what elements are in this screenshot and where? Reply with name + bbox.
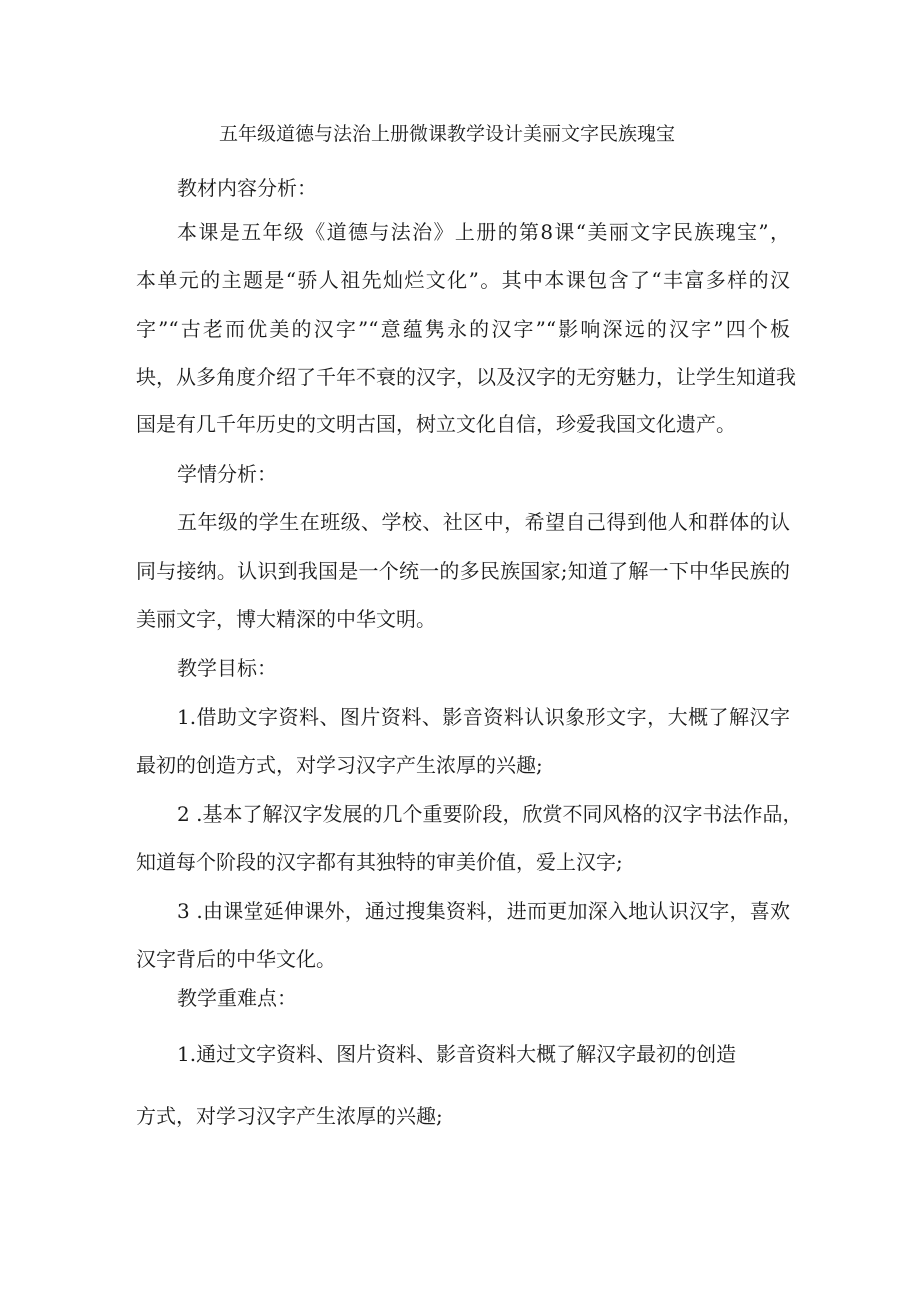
key-point-line: 方式，对学习汉字产生浓厚的兴趣; <box>136 1104 443 1128</box>
goal-item-line: 1.借助文字资料、图片资料、影音资料认识象形文字，大概了解汉字 <box>177 705 790 729</box>
paragraph-line: 块，从多角度介绍了千年不衰的汉字，以及汉字的无穷魅力，让学生知道我 <box>136 365 796 389</box>
paragraph-line: 同与接纳。认识到我国是一个统一的多民族国家;知道了解一下中华民族的 <box>136 559 790 583</box>
goal-item-line: 汉字背后的中华文化。 <box>136 947 336 971</box>
paragraph-line: 国是有几千年历史的文明古国，树立文化自信，珍爱我国文化遗产。 <box>136 412 736 436</box>
paragraph-line: 本课是五年级《道德与法治》上册的第8课“美丽文字民族瑰宝”， <box>177 220 790 244</box>
section-heading-key-points: 教学重难点： <box>177 986 297 1010</box>
paragraph-line: 美丽文字，博大精深的中华文明。 <box>136 607 436 631</box>
goal-item-line: 知道每个阶段的汉字都有其独特的审美价值，爱上汉字; <box>136 850 623 874</box>
section-heading-learner-analysis: 学情分析： <box>177 462 277 486</box>
goal-item-line: 最初的创造方式，对学习汉字产生浓厚的兴趣; <box>136 753 543 777</box>
paragraph-line: 本单元的主题是“骄人祖先灿烂文化”。其中本课包含了“丰富多样的汉 <box>136 268 790 292</box>
document-title: 五年级道德与法治上册微课教学设计美丽文字民族瑰宝 <box>219 123 676 145</box>
paragraph-line: 字”“古老而优美的汉字”“意蕴隽永的汉字”“影响深远的汉字”四个板 <box>136 317 790 341</box>
goal-item-line: 2 .基本了解汉字发展的几个重要阶段，欣赏不同风格的汉字书法作品， <box>177 802 803 826</box>
paragraph-line: 五年级的学生在班级、学校、社区中，希望自己得到他人和群体的认 <box>177 510 790 534</box>
goal-item-line: 3 .由课堂延伸课外，通过搜集资料，进而更加深入地认识汉字，喜欢 <box>177 899 790 923</box>
key-point-line: 1.通过文字资料、图片资料、影音资料大概了解汉字最初的创造 <box>177 1042 737 1066</box>
section-heading-material-analysis: 教材内容分析： <box>177 176 317 200</box>
section-heading-teaching-goals: 教学目标： <box>177 656 277 680</box>
